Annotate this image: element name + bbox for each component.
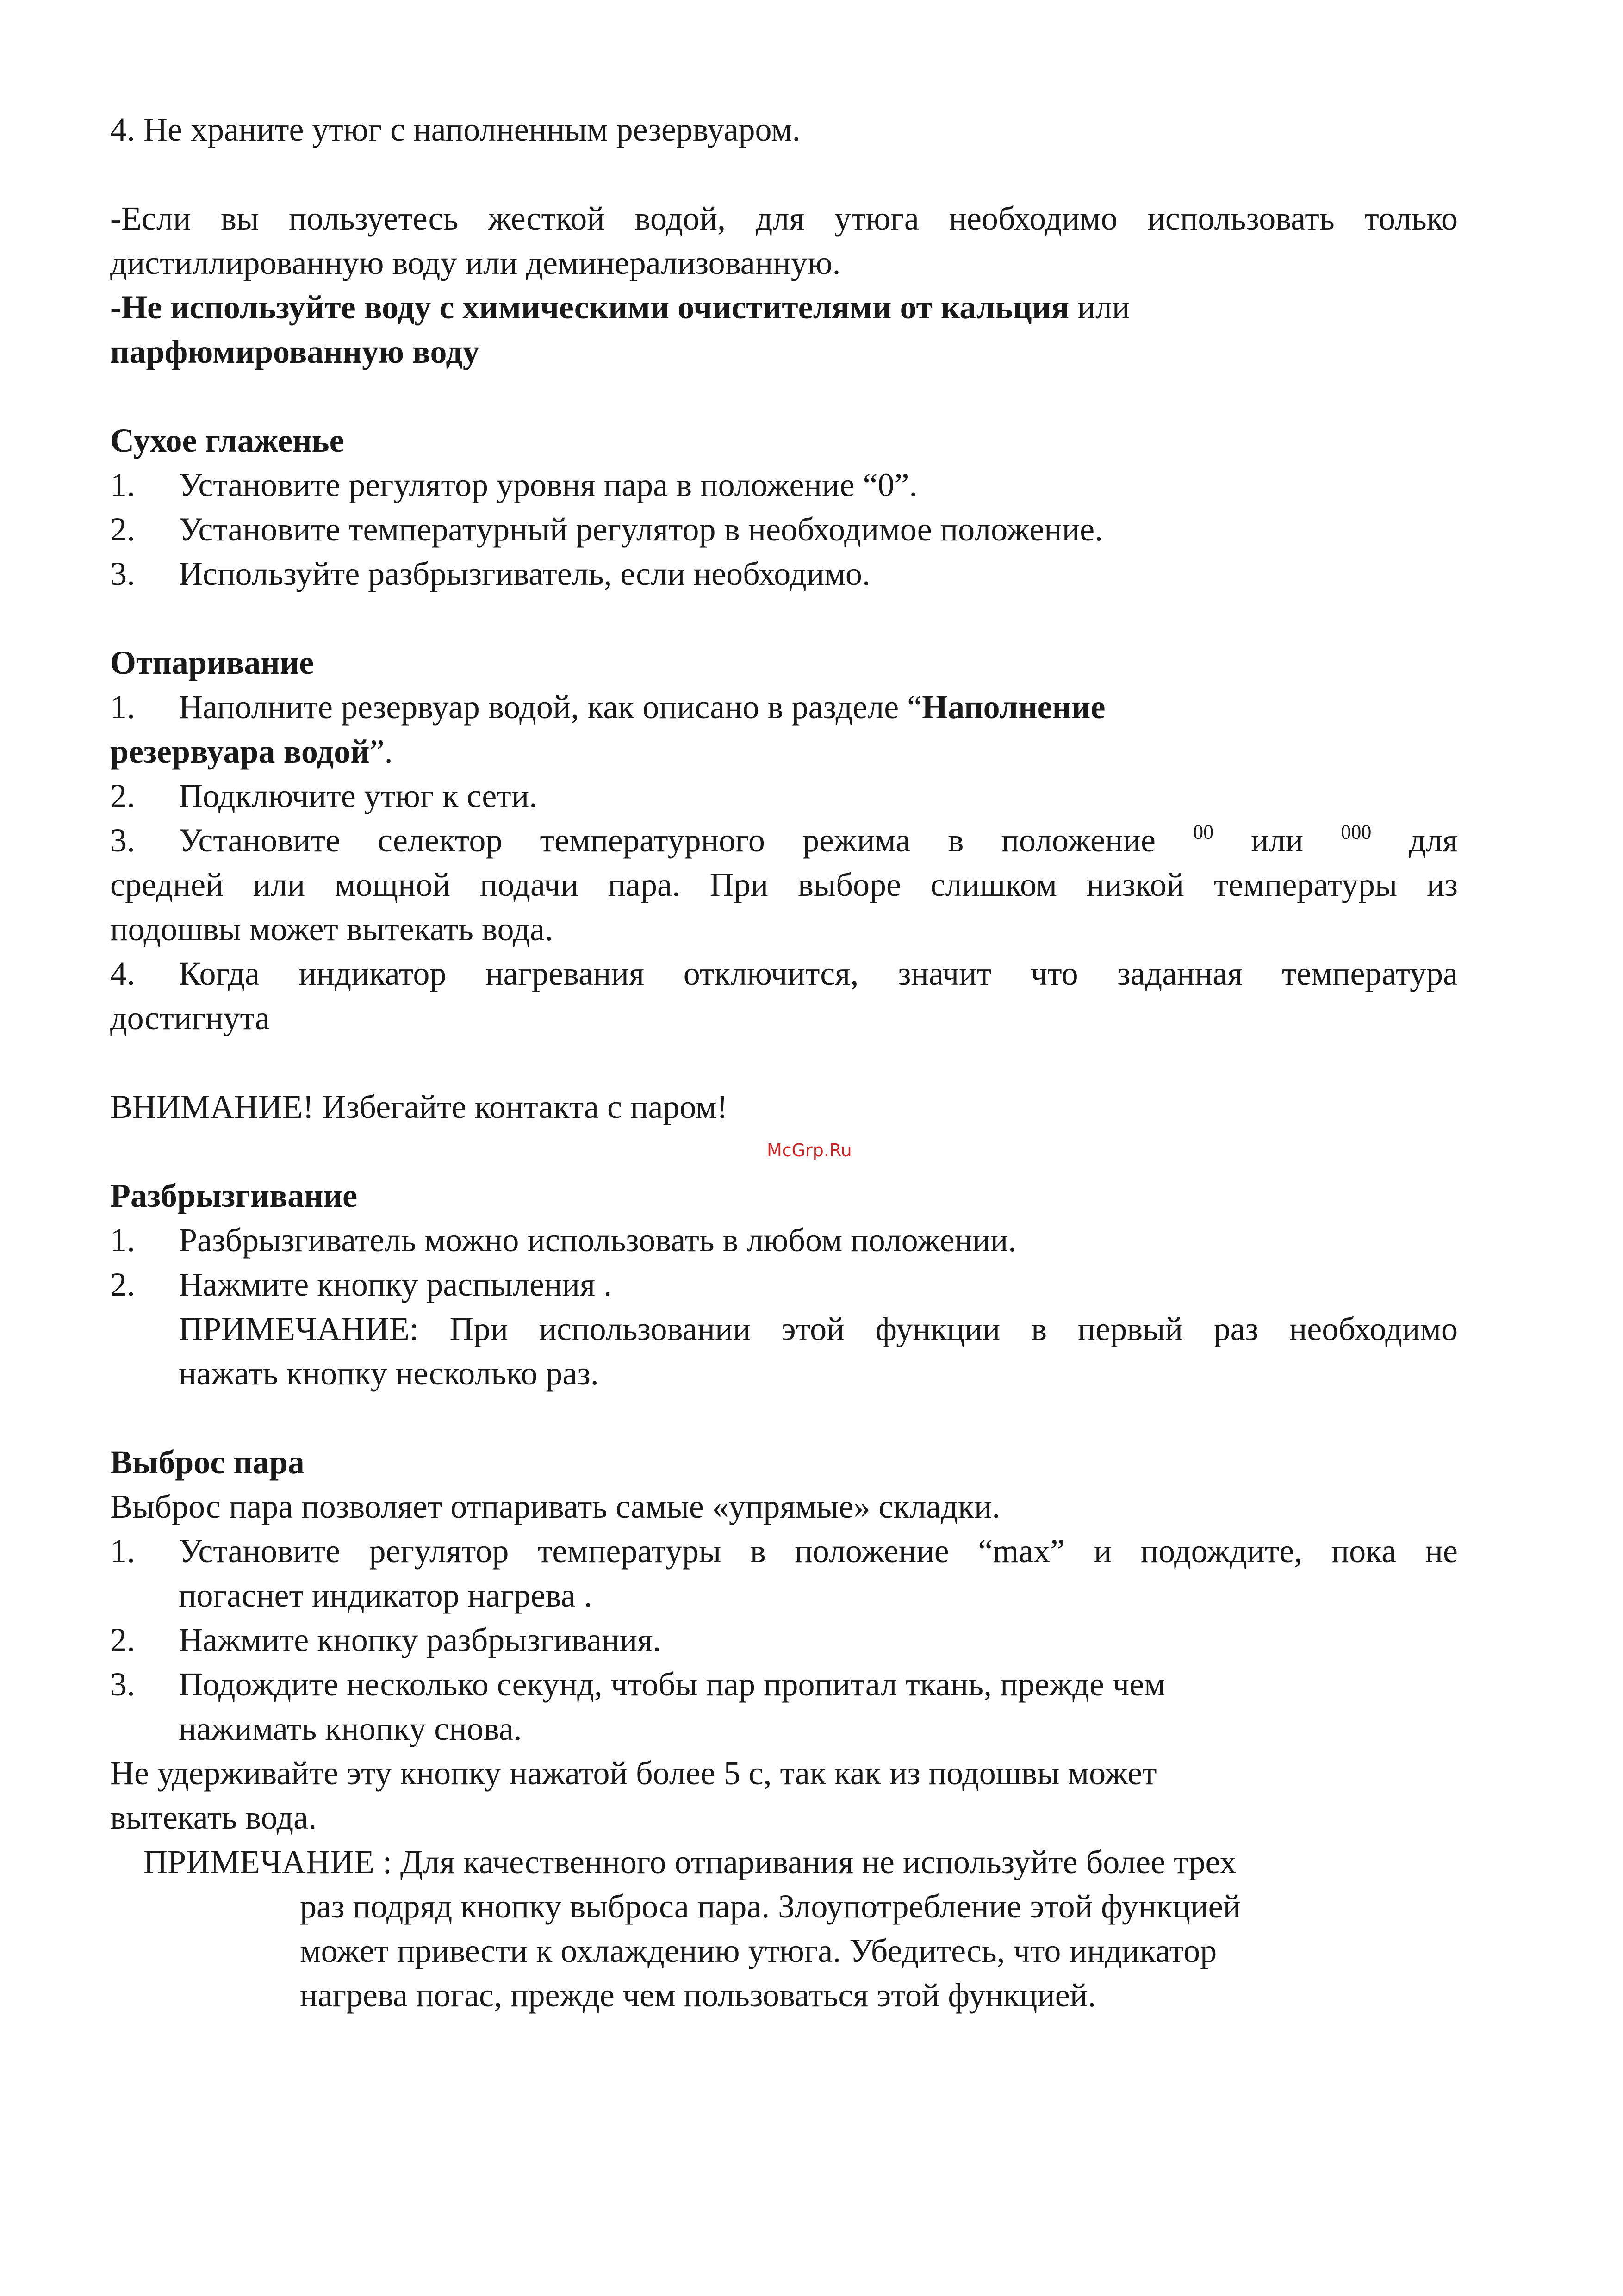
dry-ironing-heading: Сухое глаженье [110,422,344,459]
spraying-item-text: Нажмите кнопку распыления . [179,1266,612,1303]
steam-burst-note-line-2: раз подряд кнопку выброса пара. Злоупотребление этой функцией [300,1888,1241,1925]
steaming-item-1-line-2 [110,729,393,774]
steam-burst-item-3-line-2: нажимать кнопку снова. [179,1710,522,1747]
steaming-item-3-line-2: средней или мощной подачи пара. При выборе слишком низкой температуры из [110,866,1458,903]
storage-instruction: 4. Не храните утюг с наполненным резервуаром. [110,111,801,148]
spraying-note-line-1: ПРИМЕЧАНИЕ: При использовании этой функции в первый раз необходимо [179,1310,1458,1347]
steaming-item-1-section-ref: Наполнение [922,689,1106,726]
word: в [948,822,964,859]
dry-ironing-item-text: Используйте разбрызгиватель, если необходимо. [179,555,871,592]
watermark: McGrp.Ru [767,1140,852,1160]
steaming-item-1-end: ”. [369,733,393,770]
word: температурного [540,822,765,859]
hard-water-line-2: дистиллированную воду или деминерализованную. [110,244,841,281]
steaming-item-3-line-3: подошвы может вытекать вода. [110,911,553,948]
dry-ironing-item-number: 3. [110,555,135,592]
spraying-note-line-2: нажать кнопку несколько раз. [179,1355,599,1392]
hard-water-line-1: -Если вы пользуетесь жесткой водой, для утюга необходимо использовать только [110,200,1458,237]
dry-ironing-item-number: 2. [110,511,135,548]
steaming-item-1-section-ref-2: резервуара водой [110,733,370,770]
spraying-item-number: 1. [110,1222,135,1259]
chemical-warning-or: или [1069,289,1130,326]
position-word [1001,822,1213,859]
spraying-heading: Разбрызгивание [110,1177,358,1214]
spraying-item-number: 2. [110,1266,135,1303]
steam-burst-item-1-line-2: погаснет индикатор нагрева . [179,1577,592,1614]
steam-burst-heading: Выброс пара [110,1444,305,1481]
steaming-item-2-text: Подключите утюг к сети. [179,777,538,814]
steam-burst-caution-line-2: вытекать вода. [110,1799,317,1836]
steaming-heading: Отпаривание [110,644,314,681]
steam-burst-note-line-3: может привести к охлаждению утюга. Убедитесь, что индикатор [300,1932,1217,1969]
steaming-item-3-line-1 [179,818,1458,863]
chemical-warning-line-2: парфюмированную воду [110,333,479,370]
steaming-item-1-number: 1. [110,689,135,726]
steam-burst-note-line-4: нагрева погас, прежде чем пользоваться этой функцией. [300,1977,1096,2014]
steaming-item-4-line-2: достигнута [110,999,270,1036]
chemical-warning-line-1 [110,285,1130,329]
dry-ironing-item-text: Установите регулятор уровня пара в положение “0”. [179,466,918,503]
steaming-item-2-number: 2. [110,777,135,814]
word: режима [802,822,911,859]
steam-burst-item-1-number: 1. [110,1533,135,1570]
steaming-item-4-line-1: Когда индикатор нагревания отключится, значит что заданная температура [179,955,1458,992]
steam-burst-item-2-number: 2. [110,1621,135,1658]
steam-burst-item-2-text: Нажмите кнопку разбрызгивания. [179,1621,661,1658]
word: Установите [179,822,341,859]
steam-burst-item-1-line-1: Установите регулятор температуры в положение “max” и подождите, пока не [179,1533,1458,1570]
word: для [1409,822,1458,859]
steam-burst-item-3-line-1: Подождите несколько секунд, чтобы пар пропитал ткань, прежде чем [179,1666,1165,1703]
steam-level-high-symbol: 000 [1341,820,1372,844]
spraying-item-text: Разбрызгиватель можно использовать в любом положении. [179,1222,1017,1259]
steam-burst-item-3-number: 3. [110,1666,135,1703]
steam-burst-caution-line-1: Не удерживайте эту кнопку нажатой более 5 с, так как из подошвы может [110,1755,1157,1792]
steam-burst-note-line-1: ПРИМЕЧАНИЕ : Для качественного отпаривания не используйте более трех [143,1843,1237,1880]
steam-level-medium-symbol: 00 [1193,820,1214,844]
steam-contact-warning: ВНИМАНИЕ! Избегайте контакта с паром! [110,1088,728,1125]
dry-ironing-item-number: 1. [110,466,135,503]
steaming-item-1-text: Наполните резервуар водой, как описано в разделе “ [179,689,922,726]
word: или [1251,822,1304,859]
word: положение [1001,822,1156,859]
word: селектор [378,822,503,859]
chemical-warning-bold: -Не используйте воду с химическими очистителями от кальция [110,289,1070,326]
steaming-item-3-number: 3. [110,822,135,859]
dry-ironing-item-text: Установите температурный регулятор в необходимое положение. [179,511,1103,548]
steam-burst-intro: Выброс пара позволяет отпаривать самые «упрямые» складки. [110,1488,1001,1525]
steaming-item-1-line-1 [179,685,1105,729]
steaming-item-4-number: 4. [110,955,135,992]
